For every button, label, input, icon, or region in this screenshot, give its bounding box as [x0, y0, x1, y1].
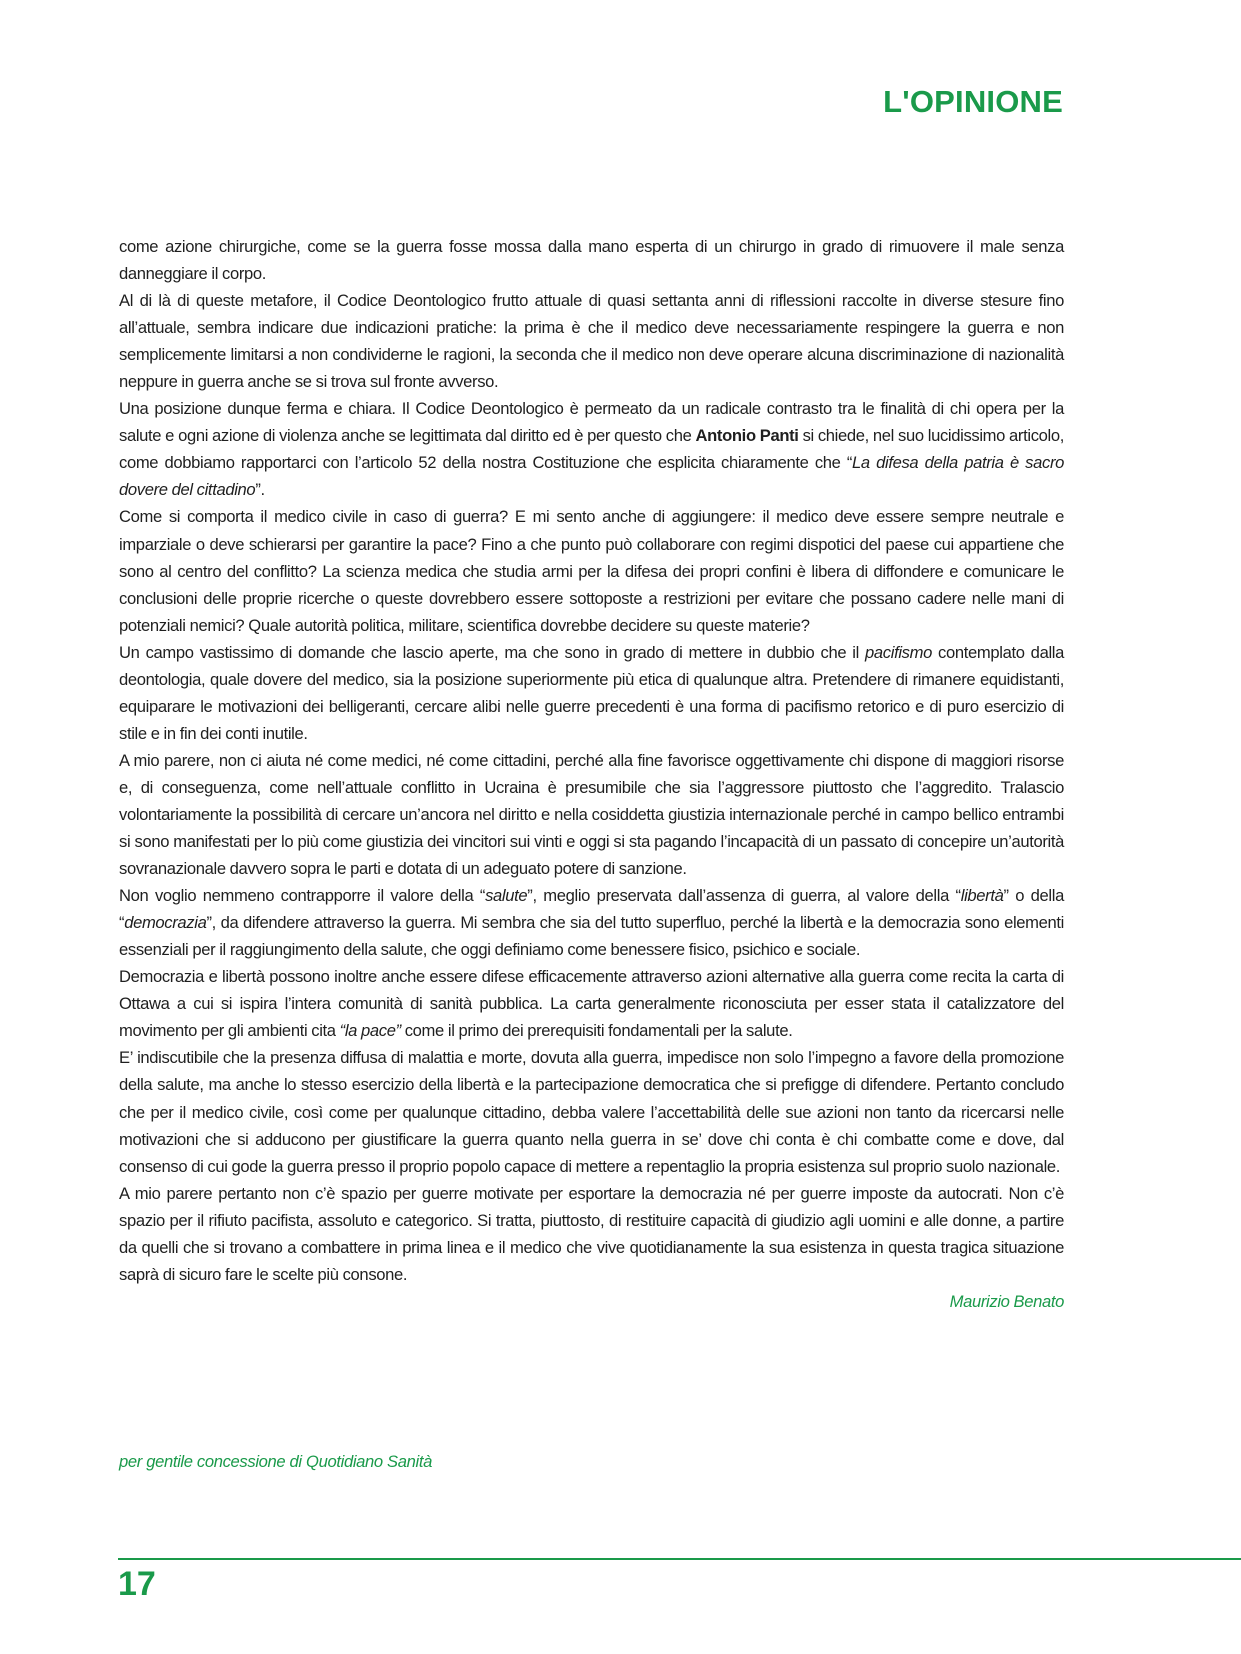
author-signature: Maurizio Benato — [949, 1291, 1064, 1311]
footer-divider — [118, 1558, 1241, 1560]
emphasis: pacifismo — [865, 642, 932, 662]
constitution-quote: La difesa della patria è sacro dovere del cittadino — [119, 453, 1064, 500]
emphasis: salute — [485, 886, 528, 906]
emphasis: democrazia — [124, 913, 207, 933]
emphasis: libertà — [960, 886, 1004, 906]
emphasis: “la pace” — [339, 1021, 401, 1041]
section-title: L'OPINIONE — [883, 84, 1063, 119]
author-mention: Antonio Panti — [695, 426, 799, 446]
paragraph: Democrazia e libertà possono inoltre anche essere difese efficacemente attraverso azioni alternative alla guerra come recita la carta di Ottawa a cui si ispira l’intera comunità di sanità pubblica. La carta generalmente riconosciuta per esser stata il catalizzatore del movimento per gli ambienti cita “la pace” come il primo dei prerequisiti fondamentali per la salute. — [119, 967, 1064, 1041]
paragraph: Al di là di queste metafore, il Codice Deontologico frutto attuale di quasi settanta anni di riflessioni raccolte in diverse stesure fino all’attuale, sembra indicare due indicazioni pratiche: la prima è che il medico deve necessariamente respingere la guerra e non semplicemente limitarsi a non condividerne le ragioni, la seconda che il medico non deve operare alcuna discriminazione di nazionalità neppure in guerra anche se si trova sul fronte avverso. — [119, 291, 1064, 392]
article-body — [119, 233, 1064, 1315]
paragraph: Una posizione dunque ferma e chiara. Il Codice Deontologico è permeato da un radicale contrasto tra le finalità di chi opera per la salute e ogni azione di violenza anche se legittimata dal diritto ed è per questo che Antonio Panti si chiede, nel suo lucidissimo articolo, come dobbiamo rapportarci con l’articolo 52 della nostra Costituzione che esplicita chiaramente che “La difesa della patria è sacro dovere del cittadino”. — [119, 399, 1064, 500]
paragraph: A mio parere pertanto non c’è spazio per guerre motivate per esportare la democrazia né per guerre imposte da autocrati. Non c’è spazio per il rifiuto pacifista, assoluto e categorico. Si tratta, piuttosto, di restituire capacità di giudizio agli uomini e alle donne, a partire da quelli che si trovano a combattere in prima linea e il medico che vive quotidianamente la sua esistenza in questa tragica situazione saprà di sicuro fare le scelte più consone. — [119, 1183, 1064, 1284]
source-credit: per gentile concessione di Quotidiano Sanità — [119, 1452, 433, 1471]
paragraph: Non voglio nemmeno contrapporre il valore della “salute”, meglio preservata dall’assenza di guerra, al valore della “libertà” o della “democrazia”, da difendere attraverso la guerra. Mi sembra che sia del tutto superfluo, perché la libertà e la democrazia sono elementi essenziali per il raggiungimento della salute, che oggi definiamo come benessere fisico, psichico e sociale. — [119, 886, 1064, 960]
paragraph: Un campo vastissimo di domande che lascio aperte, ma che sono in grado di mettere in dubbio che il pacifismo contemplato dalla deontologia, quale dovere del medico, sia la posizione superiormente più etica di qualunque altra. Pretendere di rimanere equidistanti, equiparare le motivazioni dei belligeranti, cercare alibi nelle guerre precedenti è una forma di pacifismo retorico e di puro esercizio di stile e in fin dei conti inutile. — [119, 642, 1064, 743]
paragraph: A mio parere, non ci aiuta né come medici, né come cittadini, perché alla fine favorisce oggettivamente chi dispone di maggiori risorse e, di conseguenza, come nell’attuale conflitto in Ucraina è presumibile che sia l’aggressore piuttosto che l’aggredito. Tralascio volontariamente la possibilità di cercare un’ancora nel diritto e nella cosiddetta giustizia internazionale perché in campo bellico entrambi si sono manifestati per lo più come giustizia dei vincitori sui vinti e oggi si sta pagando l’incapacità di un passato di concepire un’autorità sovranazionale davvero sopra le parti e dotata di un adeguato potere di sanzione. — [119, 750, 1064, 879]
paragraph: come azione chirurgiche, come se la guerra fosse mossa dalla mano esperta di un chirurgo in grado di rimuovere il male senza danneggiare il corpo. — [119, 237, 1064, 284]
paragraph: E’ indiscutibile che la presenza diffusa di malattia e morte, dovuta alla guerra, impedisce non solo l’impegno a favore della promozione della salute, ma anche lo stesso esercizio della libertà e la partecipazione democratica che si prefigge di difendere. Pertanto concludo che per il medico civile, così come per qualunque cittadino, debba valere l’accettabilità delle sue azioni non tanto da ricercarsi nelle motivazioni che si adducono per giustificare la guerra quanto nella guerra in se’ dove chi conta è chi combatte come e dove, dal consenso di cui gode la guerra presso il proprio popolo capace di mettere a repentaglio la propria esistenza sul proprio suolo nazionale. — [119, 1048, 1064, 1176]
paragraph: Come si comporta il medico civile in caso di guerra? E mi sento anche di aggiungere: il medico deve essere sempre neutrale e imparziale o deve schierarsi per garantire la pace? Fino a che punto può collaborare con regimi dispotici del paese cui appartiene che sono al centro del conflitto? La scienza medica che studia armi per la difesa dei propri confini è libera di diffondere e comunicare le conclusioni delle proprie ricerche o queste dovrebbero essere sottoposte a restrizioni per evitare che possano cadere nelle mani di potenziali nemici? Quale autorità politica, militare, scientifica dovrebbe decidere su queste materie? — [119, 507, 1064, 635]
page-number: 17 — [118, 1565, 156, 1603]
